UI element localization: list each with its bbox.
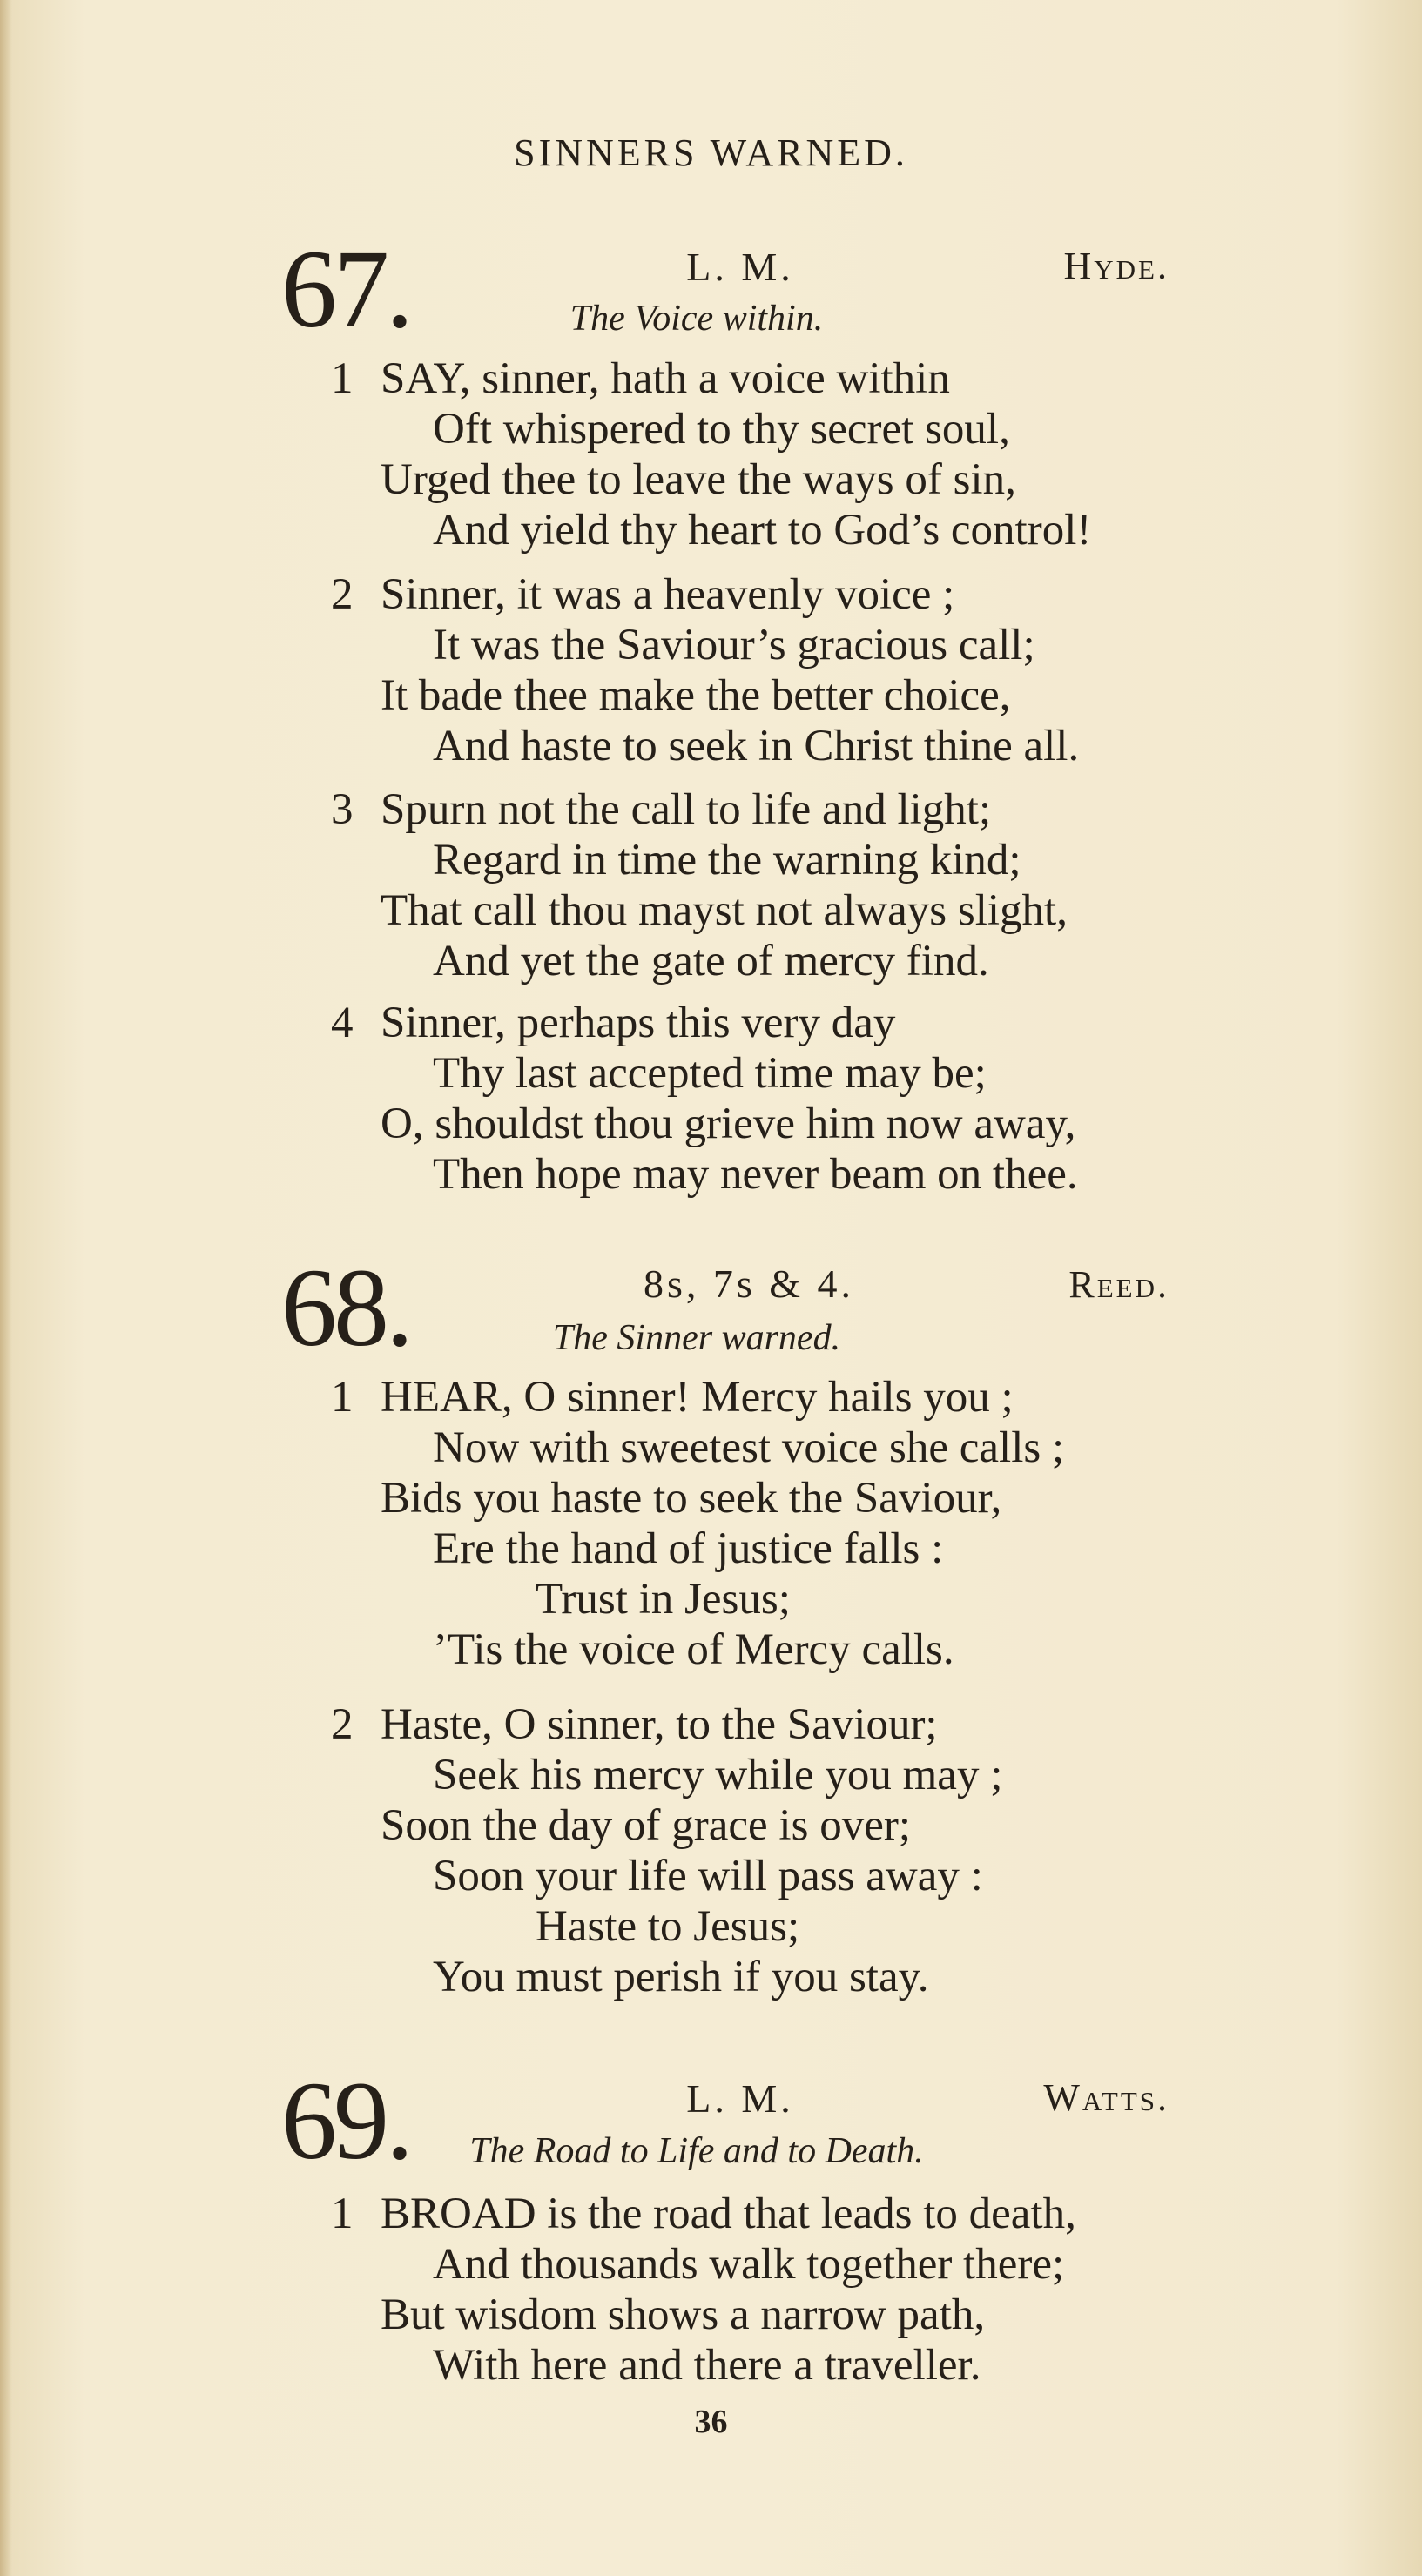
verse-line: Haste to Jesus; xyxy=(536,1902,800,1951)
verse-line: Sinner, it was a heavenly voice ; xyxy=(381,570,955,619)
page-number: 36 xyxy=(694,2404,728,2440)
verse-line: And yield thy heart to God’s control! xyxy=(433,506,1092,555)
verse-line: ’Tis the voice of Mercy calls. xyxy=(433,1625,954,1674)
verse-line: With here and there a traveller. xyxy=(433,2341,981,2390)
verse-line: Haste, O sinner, to the Saviour; xyxy=(381,1700,938,1749)
hymn-number: 69. xyxy=(281,2059,410,2183)
hymn-tune: Hyde. xyxy=(1063,245,1169,287)
hymn-number: 68. xyxy=(281,1246,410,1369)
verse-line: Spurn not the call to life and light; xyxy=(381,785,992,834)
running-head: SINNERS WARNED. xyxy=(514,131,908,174)
hymn-subtitle: The Voice within. xyxy=(569,299,824,339)
stanza-number: 2 xyxy=(331,570,354,619)
verse-line: You must perish if you stay. xyxy=(433,1953,929,2001)
verse-line: Ere the hand of justice falls : xyxy=(433,1524,944,1573)
stanza-number: 1 xyxy=(331,1373,354,1422)
verse-line: And yet the gate of mercy find. xyxy=(433,937,989,985)
verse-line: And thousands walk together there; xyxy=(433,2240,1065,2289)
verse-line: Seek his mercy while you may ; xyxy=(433,1751,1003,1799)
verse-line: It was the Saviour’s gracious call; xyxy=(433,621,1035,669)
verse-line: Bids you haste to seek the Saviour, xyxy=(381,1474,1002,1523)
verse-line: Now with sweetest voice she calls ; xyxy=(433,1423,1065,1472)
verse-line: Regard in time the warning kind; xyxy=(433,836,1021,884)
verse-line: It bade thee make the better choice, xyxy=(381,671,1011,720)
verse-line: But wisdom shows a narrow path, xyxy=(381,2290,986,2339)
verse-line: That call thou mayst not always slight, xyxy=(381,886,1068,935)
stanza-number: 1 xyxy=(331,354,354,403)
verse-line: HEAR, O sinner! Mercy hails you ; xyxy=(381,1373,1014,1422)
hymn-tune: Reed. xyxy=(1068,1263,1169,1306)
verse-line: Oft whispered to thy secret soul, xyxy=(433,405,1010,454)
verse-line: Urged thee to leave the ways of sin, xyxy=(381,455,1016,504)
verse-line: BROAD is the road that leads to death, xyxy=(381,2189,1076,2238)
page-edge-shadow xyxy=(0,0,12,2576)
hymn-number: 67. xyxy=(281,227,410,351)
verse-line: O, shouldst thou grieve him now away, xyxy=(381,1100,1076,1148)
stanza-number: 2 xyxy=(331,1700,354,1749)
verse-line: Soon your life will pass away : xyxy=(433,1852,983,1900)
hymn-meter: 8s, 7s & 4. xyxy=(643,1261,855,1306)
stanza-number: 1 xyxy=(331,2189,354,2238)
hymn-subtitle: The Road to Life and to Death. xyxy=(469,2131,924,2171)
verse-line: Sinner, perhaps this very day xyxy=(381,999,896,1047)
stanza-number: 3 xyxy=(331,785,354,834)
verse-line: Trust in Jesus; xyxy=(536,1575,791,1624)
verse-line: Then hope may never beam on thee. xyxy=(433,1150,1078,1199)
stanza-number: 4 xyxy=(331,999,354,1047)
verse-line: Thy last accepted time may be; xyxy=(433,1049,987,1098)
verse-line: Soon the day of grace is over; xyxy=(381,1801,911,1850)
verse-line: SAY, sinner, hath a voice within xyxy=(381,354,950,403)
hymn-tune: Watts. xyxy=(1043,2076,1169,2119)
hymn-subtitle: The Sinner warned. xyxy=(552,1318,841,1358)
verse-line: And haste to seek in Christ thine all. xyxy=(433,722,1080,770)
hymn-meter: L. M. xyxy=(686,245,794,289)
hymn-meter: L. M. xyxy=(686,2076,794,2121)
